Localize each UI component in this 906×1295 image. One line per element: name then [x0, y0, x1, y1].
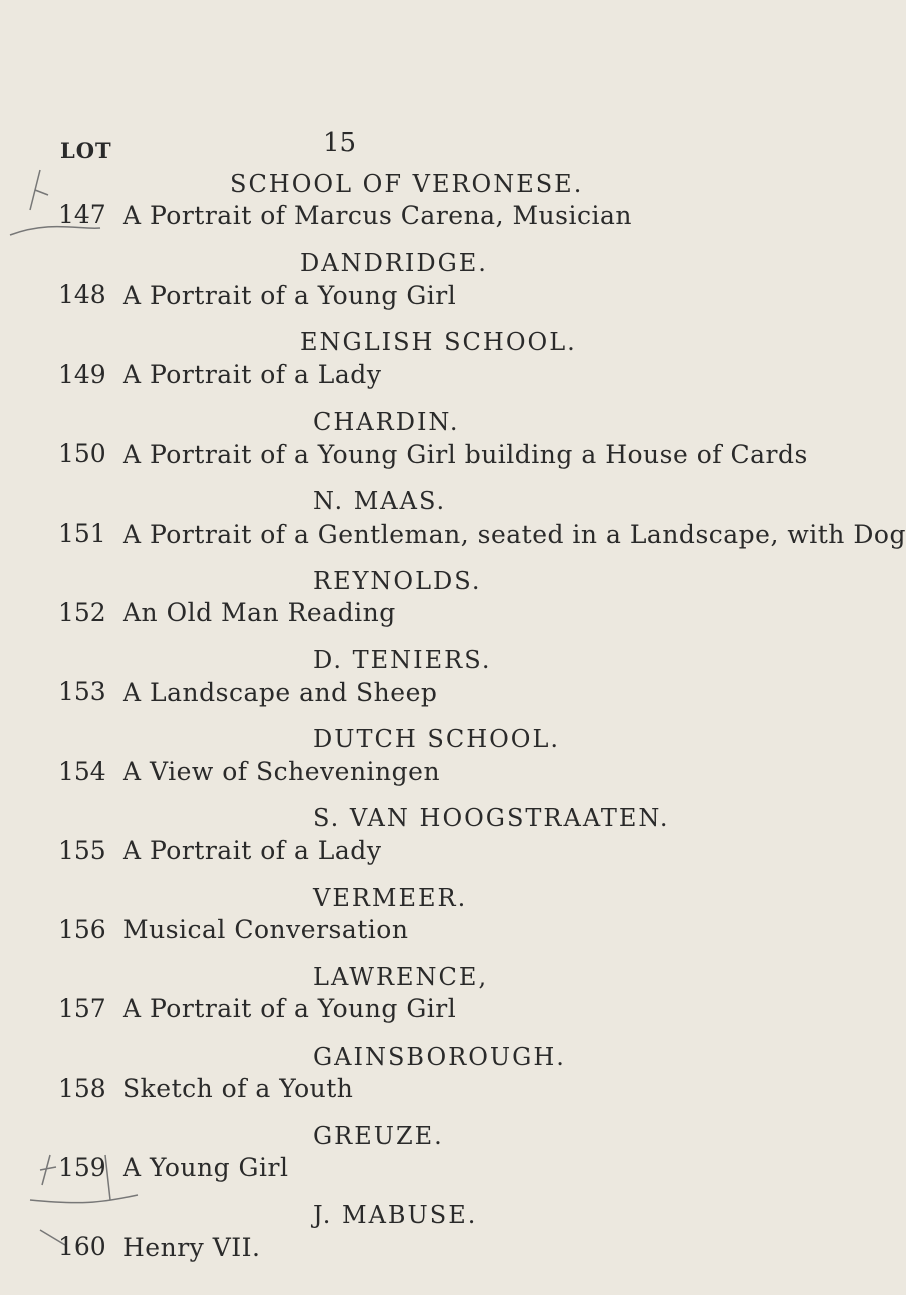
lot-title: A View of Scheveningen	[123, 757, 441, 786]
lot-number: 151	[58, 519, 106, 548]
lot-title: A Landscape and Sheep	[123, 678, 438, 707]
artist-name: S. VAN HOOGSTRAATEN.	[313, 804, 670, 832]
lot-number: 148	[58, 280, 106, 309]
lot-title: Musical Conversation	[123, 915, 409, 944]
artist-name: SCHOOL OF VERONESE.	[230, 170, 584, 198]
artist-name: CHARDIN.	[313, 408, 460, 436]
artist-name: D. TENIERS.	[313, 646, 492, 674]
artist-name: VERMEER.	[313, 884, 468, 912]
artist-name: DUTCH SCHOOL.	[313, 725, 561, 753]
lot-number: 154	[58, 757, 106, 786]
lot-title: A Portrait of a Lady	[123, 360, 382, 389]
artist-name: ENGLISH SCHOOL.	[300, 328, 577, 356]
lot-title: A Portrait of a Young Girl	[123, 281, 457, 310]
lot-number: 149	[58, 360, 106, 389]
lot-title: A Portrait of Marcus Carena, Musician	[123, 201, 632, 230]
lot-title: A Portrait of a Young Girl building a House of Cards	[123, 440, 808, 469]
lot-title: Sketch of a Youth	[123, 1074, 354, 1103]
lot-number: 160	[58, 1232, 106, 1261]
lot-number: 152	[58, 598, 106, 627]
lot-title: A Young Girl	[123, 1153, 289, 1182]
artist-name: GAINSBOROUGH.	[313, 1043, 566, 1071]
lot-number: 153	[58, 677, 106, 706]
lot-number: 150	[58, 439, 106, 468]
artist-name: LAWRENCE,	[313, 963, 489, 991]
lot-title: Henry VII.	[123, 1233, 261, 1262]
artist-name: REYNOLDS.	[313, 567, 482, 595]
lot-title: A Portrait of a Young Girl	[123, 994, 457, 1023]
lot-number: 157	[58, 994, 106, 1023]
artist-name: J. MABUSE.	[313, 1201, 478, 1229]
lot-number: 158	[58, 1074, 106, 1103]
lot-number: 147	[58, 200, 106, 229]
lot-number: 156	[58, 915, 106, 944]
lot-title: A Portrait of a Gentleman, seated in a Landscape, with Dog	[123, 520, 906, 549]
artist-name: N. MAAS.	[313, 487, 447, 515]
artist-name: DANDRIDGE.	[300, 249, 488, 277]
lot-title: An Old Man Reading	[123, 598, 396, 627]
lot-title: A Portrait of a Lady	[123, 836, 382, 865]
lot-column-heading: LOT	[60, 138, 112, 163]
artist-name: GREUZE.	[313, 1122, 444, 1150]
lot-number: 155	[58, 836, 106, 865]
page-number: 15	[323, 128, 357, 158]
lot-number: 159	[58, 1153, 106, 1182]
